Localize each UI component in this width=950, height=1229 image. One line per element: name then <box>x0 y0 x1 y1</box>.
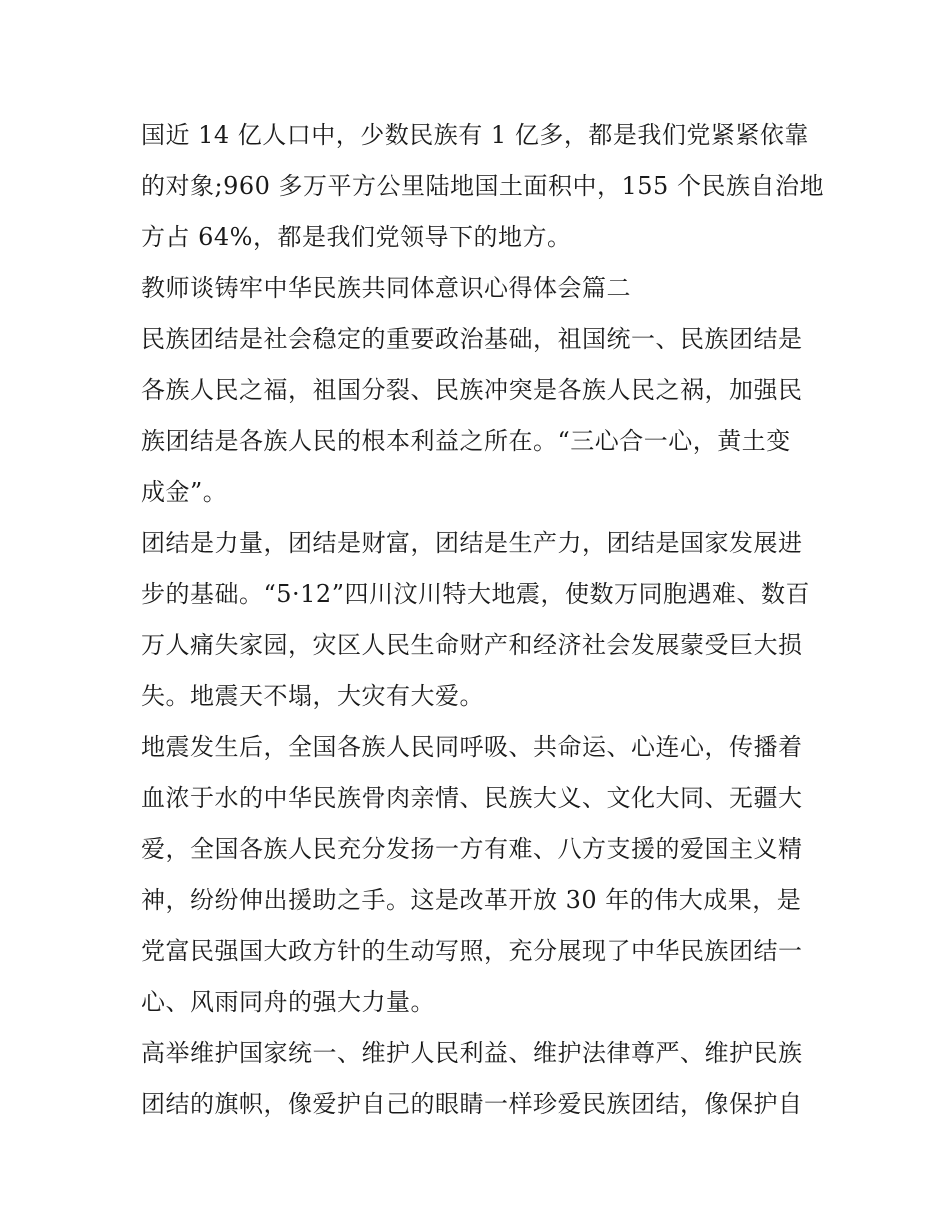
paragraph-line: 团结是力量，团结是财富，团结是生产力，团结是国家发展进 <box>141 529 803 557</box>
document-body <box>141 110 824 1130</box>
paragraph-line: 血浓于水的中华民族骨肉亲情、民族大义、文化大同、无疆大 <box>141 784 803 812</box>
section-heading: 教师谈铸牢中华民族共同体意识心得体会篇二 <box>141 274 631 302</box>
paragraph-line: 万人痛失家园，灾区人民生命财产和经济社会发展蒙受巨大损 <box>141 631 803 659</box>
paragraph-line: 爱，全国各族人民充分发扬一方有难、八方支援的爱国主义精 <box>141 835 803 863</box>
paragraph-line: 团结的旗帜，像爱护自己的眼睛一样珍爱民族团结，像保护自 <box>141 1090 803 1118</box>
paragraph-line: 失。地震天不塌，大灾有大爱。 <box>141 682 484 710</box>
paragraph-line: 成金”。 <box>141 478 228 506</box>
paragraph-line: 地震发生后，全国各族人民同呼吸、共命运、心连心，传播着 <box>141 733 803 761</box>
paragraph-line: 神，纷纷伸出援助之手。这是改革开放 30 年的伟大成果，是 <box>141 886 802 914</box>
paragraph-line: 心、风雨同舟的强大力量。 <box>141 988 435 1016</box>
paragraph-line: 民族团结是社会稳定的重要政治基础，祖国统一、民族团结是 <box>141 325 803 353</box>
paragraph-line: 各族人民之福，祖国分裂、民族冲突是各族人民之祸，加强民 <box>141 376 803 404</box>
paragraph-line: 党富民强国大政方针的生动写照，充分展现了中华民族团结一 <box>141 937 803 965</box>
paragraph-line: 方占 64%，都是我们党领导下的地方。 <box>141 223 572 251</box>
paragraph-line: 国近 14 亿人口中，少数民族有 1 亿多，都是我们党紧紧依靠 <box>141 121 809 149</box>
paragraph-line: 的对象;960 多万平方公里陆地国土面积中，155 个民族自治地 <box>141 172 824 200</box>
paragraph-line: 族团结是各族人民的根本利益之所在。“三心合一心，黄土变 <box>141 427 791 455</box>
paragraph-line: 高举维护国家统一、维护人民利益、维护法律尊严、维护民族 <box>141 1039 803 1067</box>
paragraph-line: 步的基础。“5·12”四川汶川特大地震，使数万同胞遇难、数百 <box>141 580 810 608</box>
